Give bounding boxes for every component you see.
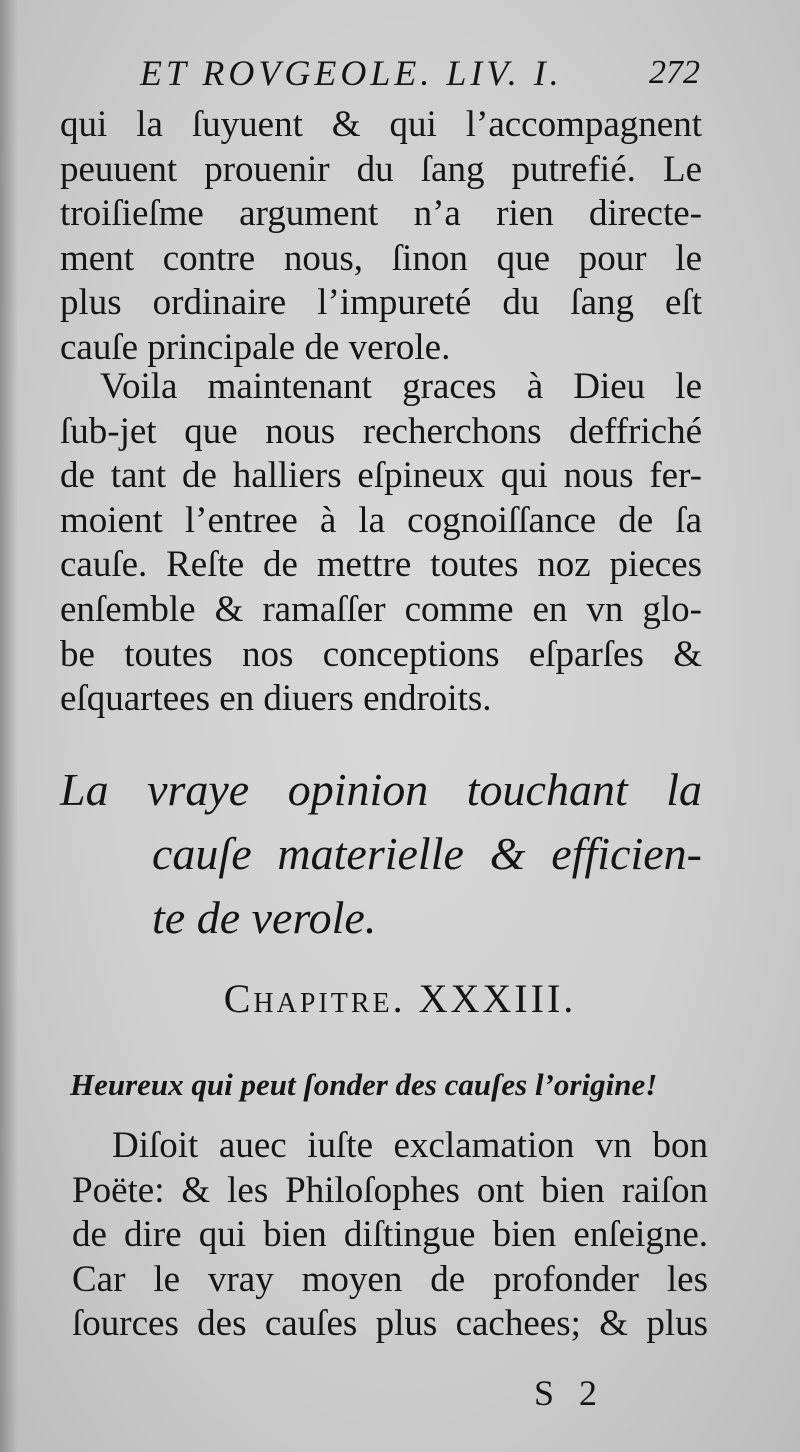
heading-line: cauſe materielle & efficien- — [152, 828, 702, 879]
page-gutter-shadow — [0, 0, 18, 1452]
text-line: Diſoit auec iuſte exclamation vn bon — [112, 1125, 708, 1166]
text-line: moient l’entree à la cognoiſſance de ſa — [60, 499, 702, 541]
text-line: be toutes nos conceptions eſparſes & — [60, 633, 702, 675]
text-line: cauſe. Reſte de mettre toutes noz pieces — [60, 544, 702, 586]
text-line: troiſieſme argument n’a rien directe- — [60, 193, 702, 235]
section-heading — [60, 758, 702, 950]
text-line: cauſe principale de verole. — [60, 326, 451, 368]
heading-line: te de verole. — [152, 892, 377, 943]
text-line: qui la ſuyuent & qui l’accompagnent — [60, 104, 702, 145]
running-head-title: ET ROVGEOLE. LIV. I. — [140, 53, 563, 93]
text-line: ſub-jet que nous recherchons deffriché — [60, 410, 702, 452]
text-line: Voila maintenant graces à Dieu le — [100, 366, 702, 407]
heading-line: La vraye opinion touchant la — [60, 764, 702, 815]
text-line: de tant de halliers eſpineux qui nous fer- — [60, 455, 702, 497]
chapter-number: XXXIII. — [418, 976, 577, 1021]
signature-mark: S 2 — [534, 1373, 606, 1413]
chapter-label: Chapitre. — [223, 976, 406, 1021]
chapter-title — [0, 975, 800, 1022]
paragraph-3 — [72, 1124, 708, 1347]
text-line: plus ordinaire l’impureté du ſang eſt — [60, 282, 702, 324]
text-line: peuuent prouenir du ſang putrefié. Le — [60, 148, 702, 190]
page-number: 272 — [649, 54, 700, 91]
text-line: Poëte: & les Philoſophes ont bien raiſon — [72, 1169, 708, 1211]
text-line: eſquartees en diuers endroits. — [60, 678, 492, 720]
running-head — [140, 52, 700, 102]
paragraph-1 — [60, 103, 702, 371]
verse-epigraph: Heureux qui peut ſonder des cauſes l’origine! — [70, 1067, 658, 1102]
text-line: ment contre nous, ſinon que pour le — [60, 237, 702, 279]
paragraph-2 — [60, 365, 702, 722]
text-line: de dire qui bien diſtingue bien enſeigne. — [72, 1214, 708, 1256]
text-line: enſemble & ramaſſer comme en vn glo- — [60, 588, 702, 630]
text-line: Car le vray moyen de profonder les — [72, 1258, 708, 1300]
text-line: ſources des cauſes plus cachees; & plus — [72, 1303, 708, 1345]
